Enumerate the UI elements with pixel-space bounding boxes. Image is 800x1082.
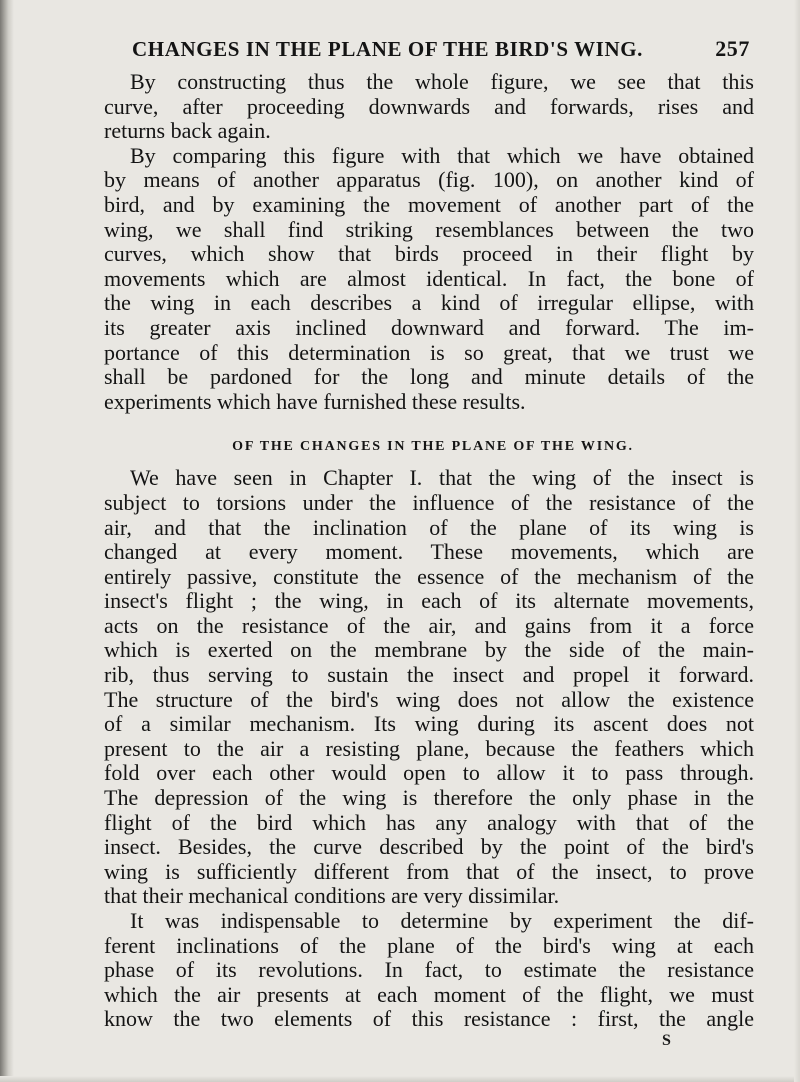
text-line: flight of the bird which has any analogy with that of the	[104, 809, 754, 835]
text-line: By constructing thus the whole figure, we see that this	[130, 69, 754, 94]
text-line: It was indispensable to determine by experiment the dif-	[130, 908, 754, 933]
page-bottom-edge	[0, 1076, 800, 1082]
page-number: 257	[715, 36, 750, 61]
text-line: subject to torsions under the influence of the resistance of the	[104, 489, 754, 515]
text-line: changed at every moment. These movements, which are	[104, 539, 754, 565]
text-line: which the air presents at each moment of the flight, we must	[104, 981, 754, 1007]
section-heading: OF THE CHANGES IN THE PLANE OF THE WING.	[232, 439, 634, 455]
running-head	[132, 36, 750, 70]
text-block	[104, 36, 754, 1032]
text-line: experiments which have furnished these results.	[104, 388, 526, 414]
text-line: of a similar mechanism. Its wing during its ascent does not	[104, 711, 754, 737]
text-line: by means of another apparatus (fig. 100), on another kind of	[104, 167, 754, 193]
text-line: shall be pardoned for the long and minute details of the	[104, 364, 754, 390]
text-line: curve, after proceeding downwards and forwards, rises and	[104, 93, 754, 119]
text-line: know the two elements of this resistance : first, the angle	[104, 1006, 754, 1032]
paragraph	[104, 909, 754, 1032]
text-line: The structure of the bird's wing does not allow the existence	[104, 686, 754, 712]
paragraph	[104, 466, 754, 909]
text-line: The depression of the wing is therefore the only phase in the	[104, 785, 754, 811]
text-line: We have seen in Chapter I. that the wing of the insect is	[130, 465, 754, 491]
text-line: ferent inclinations of the plane of the bird's wing at each	[104, 932, 754, 958]
text-line: present to the air a resisting plane, because the feathers which	[104, 735, 754, 761]
text-line: portance of this determination is so great, that we trust we	[104, 339, 754, 365]
text-line: its greater axis inclined downward and forward. The im-	[104, 314, 754, 340]
text-line: which is exerted on the membrane by the side of the main-	[104, 637, 754, 663]
text-line: returns back again.	[104, 118, 271, 144]
text-line: bird, and by examining the movement of another part of the	[104, 191, 754, 217]
text-line: insect's flight ; the wing, in each of its alternate movements,	[104, 588, 754, 614]
paragraph	[104, 70, 754, 144]
text-line: curves, which show that birds proceed in their flight by	[104, 241, 754, 267]
text-line: rib, thus serving to sustain the insect and propel it forward.	[104, 662, 754, 688]
text-line: wing is sufficiently different from that of the insect, to prove	[104, 858, 754, 884]
text-line: wing, we shall find striking resemblances between the two	[104, 216, 754, 242]
text-line: phase of its revolutions. In fact, to estimate the resistance	[104, 957, 754, 983]
text-line: the wing in each describes a kind of irregular ellipse, with	[104, 290, 754, 316]
text-line: entirely passive, constitute the essence of the mechanism of the	[104, 563, 754, 589]
text-line: insect. Besides, the curve described by the point of the bird's	[104, 834, 754, 860]
text-line: that their mechanical conditions are very dissimilar.	[104, 883, 560, 909]
paragraph	[104, 144, 754, 415]
text-line: By comparing this figure with that which we have obtained	[130, 142, 754, 168]
text-line: acts on the resistance of the air, and gains from it a force	[104, 612, 754, 638]
text-line: air, and that the inclination of the plane of its wing is	[104, 514, 754, 540]
signature-mark: S	[662, 1032, 671, 1049]
running-head-title: CHANGES IN THE PLANE OF THE BIRD'S WING.	[132, 37, 643, 61]
text-line: movements which are almost identical. In fact, the bone of	[104, 265, 754, 291]
text-line: fold over each other would open to allow it to pass through.	[104, 760, 754, 786]
